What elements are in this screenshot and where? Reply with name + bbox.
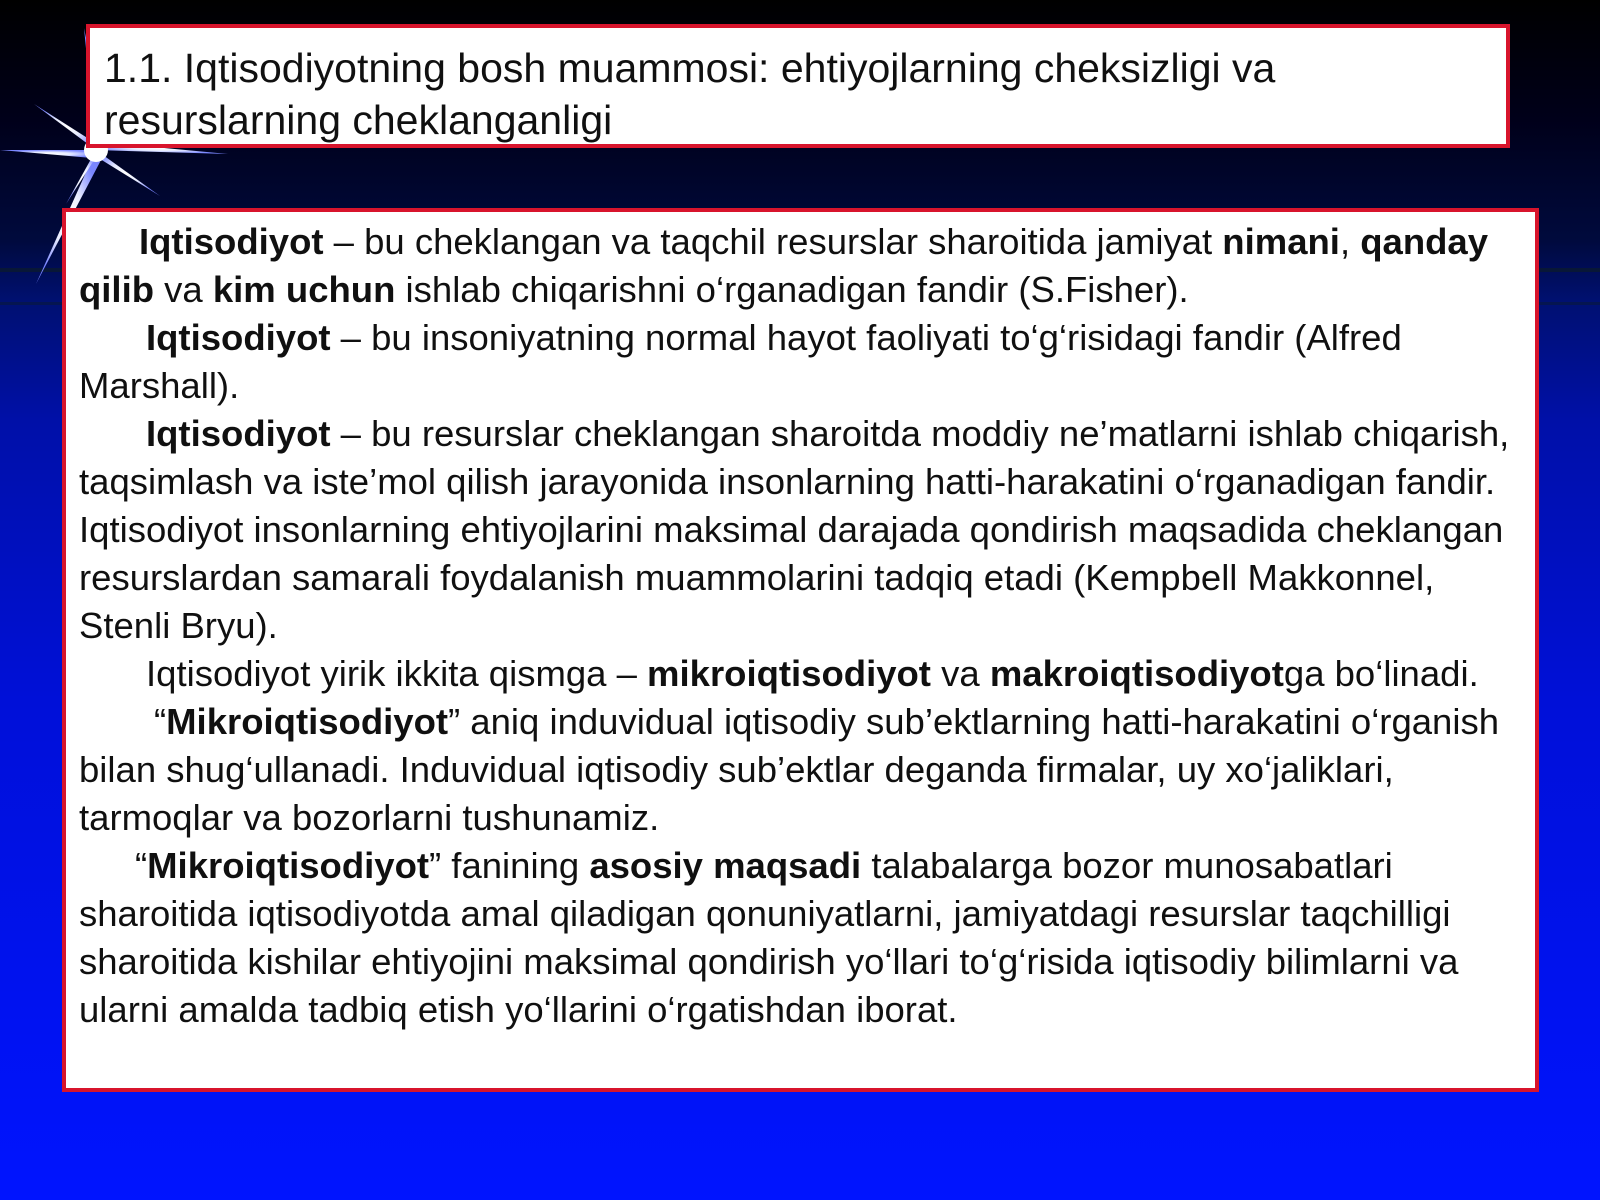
bold-term: Iqtisodiyot	[146, 317, 331, 358]
paragraph	[79, 410, 1523, 650]
text-run: – bu resurslar cheklangan sharoitda moddiy ne’matlarni ishlab chiqarish, taqsimlash va iste’mol qilish jarayonida insonlarning hatti-harakatini o‘rganadigan fandir. Iqtisodiyot insonlarning ehtiyojlarini maksimal darajada qondirish maqsadida cheklangan resurslardan samarali foydalanish muammolarini tadqiq etadi (Kempbell Makkonnel, Stenli Bryu).	[79, 413, 1510, 646]
paragraph-list	[79, 218, 1523, 1034]
text-run: ishlab chiqarishni o‘rganadigan fandir (S.Fisher).	[395, 269, 1189, 310]
text-run: – bu insoniyatning normal hayot faoliyati to‘g‘risidagi fandir (Alfred Marshall).	[79, 317, 1402, 406]
bold-term: Mikroiqtisodiyot	[166, 701, 449, 742]
text-run: ” fanining	[429, 845, 590, 886]
bold-term: nimani	[1222, 221, 1340, 262]
text-run: va	[930, 653, 990, 694]
text-run: va	[154, 269, 213, 310]
paragraph	[79, 842, 1523, 1034]
text-run: ” aniq induvidual iqtisodiy sub’ektlarning hatti-harakatini o‘rganish bilan shug‘ullanadi. Induvidual iqtisodiy sub’ektlar deganda firmalar, uy xo‘jaliklari, tarmoqlar va bozorlarni tushunamiz.	[79, 701, 1500, 838]
text-run: “	[135, 845, 148, 886]
text-run: talabalarga bozor munosabatlari sharoitida iqtisodiyotda amal qiladigan qonuniyatlarni, jamiyatdagi resurslar taqchilligi sharoitida kishilar ehtiyojini maksimal qondirish yo‘llari to‘g‘risida iqtisodiy bilimlarni va ularni amalda tadbiq etish yo‘llarini o‘rgatishdan iborat.	[79, 845, 1459, 1030]
bold-term: Iqtisodiyot	[146, 413, 331, 454]
paragraph	[79, 650, 1523, 698]
bold-term: Mikroiqtisodiyot	[147, 845, 430, 886]
paragraph	[79, 314, 1523, 410]
text-run: “	[154, 701, 167, 742]
text-run: ,	[1339, 221, 1361, 262]
bold-term: qanday qilib	[79, 221, 1489, 310]
bold-term: kim uchun	[212, 269, 396, 310]
slide-title: 1.1. Iqtisodiyotning bosh muammosi: ehtiyojlarning cheksizligi va resurslarning cheklanganligi	[104, 45, 1276, 143]
paragraph	[79, 698, 1523, 842]
bold-term: mikroiqtisodiyot	[647, 653, 931, 694]
text-run: ga bo‘linadi.	[1283, 653, 1479, 694]
title-box	[86, 24, 1510, 148]
text-run: Iqtisodiyot yirik ikkita qismga –	[146, 653, 648, 694]
content-box	[62, 208, 1539, 1092]
bold-term: Iqtisodiyot	[139, 221, 324, 262]
bold-term: makroiqtisodiyot	[989, 653, 1284, 694]
text-run: – bu cheklangan va taqchil resurslar sharoitida jamiyat	[323, 221, 1223, 262]
bold-term: asosiy maqsadi	[589, 845, 862, 886]
paragraph	[79, 218, 1523, 314]
